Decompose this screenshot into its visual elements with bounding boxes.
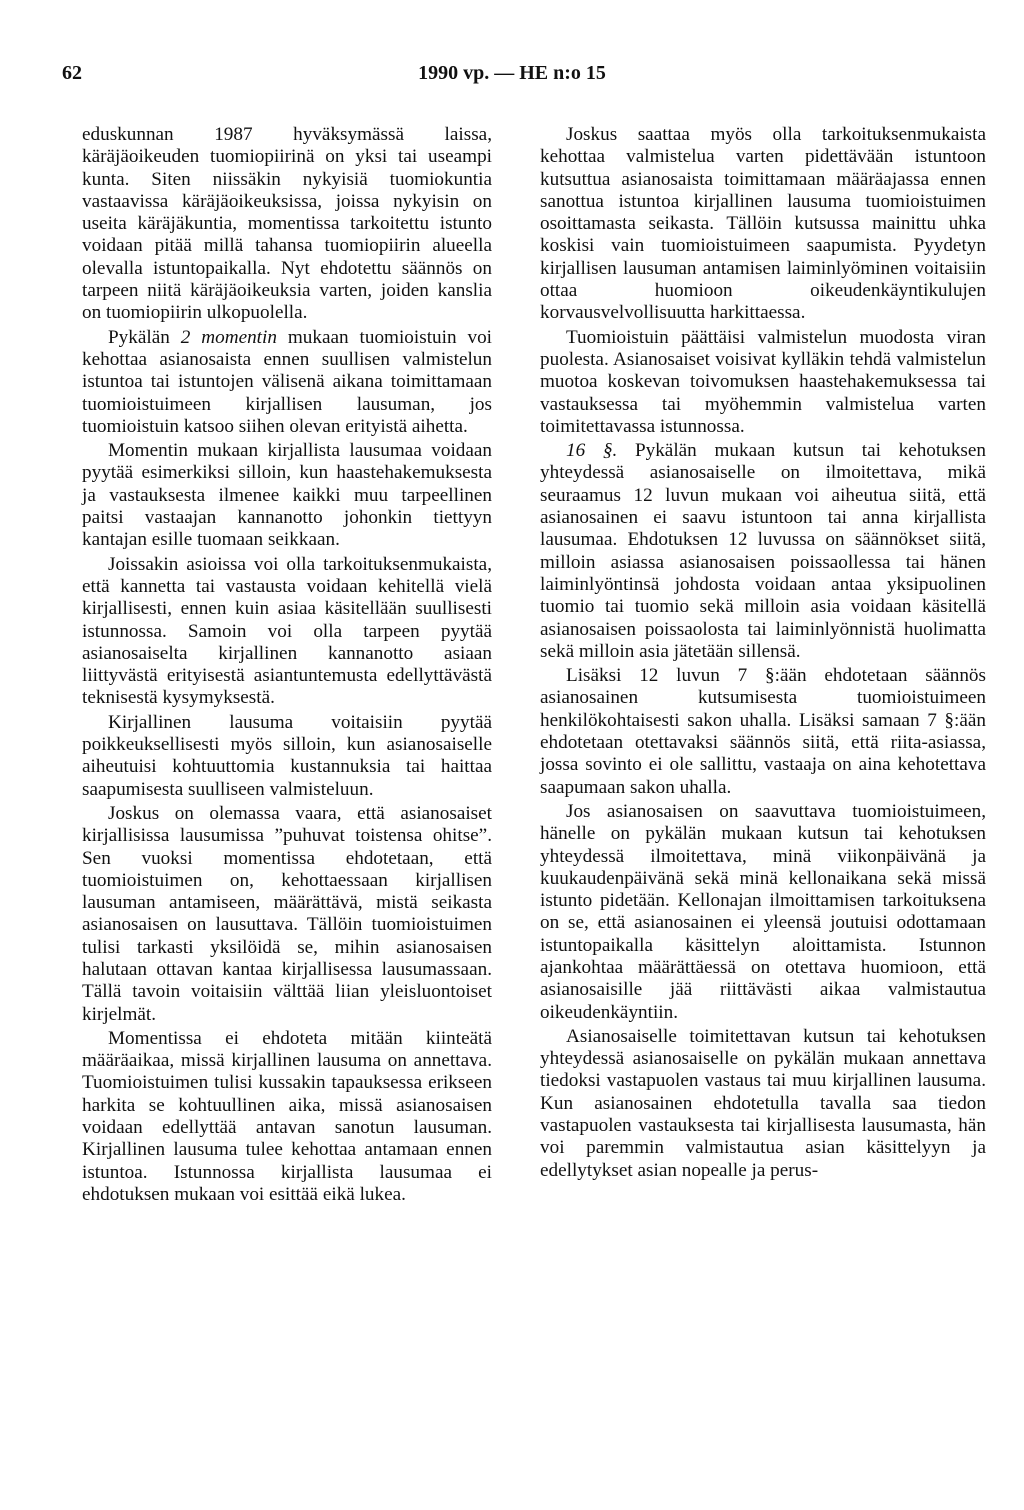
running-head: 1990 vp. — HE n:o 15 — [418, 62, 606, 84]
paragraph: Joskus saattaa myös olla tarkoituksenmukaista kehottaa valmistelua varten pidettävään istuntoon kutsuttua asianosaista toimittamaan määräajassa ennen sanottua istuntoa kirjallinen lausuma tuomioistuimen osoittamasta seikasta. Tällöin kutsussa mainittu uhka koskisi vain tuomioistuimeen saapumista. Pyydetyn kirjallisen lausuman antamisen laiminlyöminen voitaisiin ottaa huomioon oikeudenkäyntikulujen korvausvelvollisuutta harkittaessa. — [540, 124, 986, 324]
paragraph: Joskus on olemassa vaara, että asianosaiset kirjallisissa lausumissa ”puhuvat toistensa ohitse”. Sen vuoksi momentissa ehdotetaan, että tuomioistuimen on, kehottaessaan kirjallisen lausuman antamiseen, määrättävä, mistä seikasta asianosaisen on lausuttava. Tällöin tuomioistuimen tulisi tarkasti yksilöidä se, mihin asianosaisen halutaan ottavan kantaa kirjallisessa lausumassaan. Tällä tavoin voitaisiin välttää liian yleisluontoiset kirjelmät. — [82, 802, 492, 1025]
paragraph — [82, 327, 492, 438]
paragraph: Kirjallinen lausuma voitaisiin pyytää poikkeuksellisesti myös silloin, kun asianosaiselle aiheutuisi kohtuuttomia kustannuksia tai haittaa saapumisesta suulliseen valmisteluun. — [82, 711, 492, 800]
paragraph: Jos asianosaisen on saavuttava tuomioistuimeen, hänelle on pykälän mukaan kutsun tai kehotuksen yhteydessä ilmoitettava, minä viikonpäivänä ja kuukaudenpäivänä sekä minä kellonaikana sekä missä istunto pidetään. Kellonajan ilmoittamisen tarkoituksena on se, että asianosainen ei yleensä joutuisi odottamaan istuntopaikalla käsittelyn aloittamista. Istunnon ajankohtaa määrättäessä on otettava huomioon, että asianosaisille jää riittävästi aikaa valmistautua oikeudenkäyntiin. — [540, 800, 986, 1023]
page-number: 62 — [62, 62, 82, 84]
paragraph-text: Pykälän — [108, 326, 181, 348]
paragraph: Asianosaiselle toimitettavan kutsun tai kehotuksen yhteydessä asianosaiselle on pykälän mukaan annettava tiedoksi vastapuolen vastaus tai muu kirjallinen lausuma. Kun asianosainen ehdotetulla tavalla saa tiedon vastapuolen vastauksesta tai kirjallisesta lausumasta, hän voi paremmin valmistautua asian käsittelyyn ja edellytykset asian nopealle ja perus- — [540, 1025, 986, 1181]
emphasis: 2 momentin — [180, 326, 277, 348]
paragraph: Momentin mukaan kirjallista lausumaa voidaan pyytää esimerkiksi silloin, kun haastehakemuksesta ja vastauksesta ilmenee kaikki muu tarpeellinen paitsi vastaajan kannanotto johonkin tiettyyn kantajan esille tuomaan seikkaan. — [82, 440, 492, 551]
page-header — [0, 62, 1024, 92]
left-column — [82, 124, 492, 1208]
paragraph — [540, 440, 986, 663]
paragraph: Joissakin asioissa voi olla tarkoituksenmukaista, että kannetta tai vastausta voidaan kehitellä vielä kirjallisesti, ennen kuin asiaa käsitellään suullisesti istunnossa. Samoin voi olla tarpeen pyytää asianosaiselta kirjallinen kannanotto asiaan liittyvästä erityisestä asiantuntemusta edellyttävästä teknisestä kysymyksestä. — [82, 553, 492, 709]
paragraph-text: mukaan tuomioistuin voi kehottaa asianosaista ennen suullisen valmistelun istuntoa tai istuntojen välisenä aikana toimittamaan tuomioistuimeen kirjallisen lausuman, jos tuomioistuin katsoo siihen olevan erityistä aihetta. — [82, 326, 492, 437]
paragraph: Lisäksi 12 luvun 7 §:ään ehdotetaan säännös asianosainen kutsumisesta tuomioistuimeen henkilökohtaisesti sakon uhalla. Lisäksi samaan 7 §:ään ehdotetaan otettavaksi säännös siitä, että riita-asiassa, jossa sovinto ei ole sallittu, vastaaja on aina kehotettava saapumaan sakon uhalla. — [540, 665, 986, 798]
section-reference: 16 §. — [566, 440, 618, 462]
paragraph-text: Pykälän mukaan kutsun tai kehotuksen yhteydessä asianosaiselle on ilmoitettava, mikä seuraamus 12 luvun mukaan voi aiheutua siitä, että asianosainen ei saavu istuntoon tai anna kirjallista lausumaa. Ehdotuksen 12 luvussa on säännökset siitä, milloin asiassa asianosaisen poissaollessa tai hänen laiminlyöntinsä johdosta voidaan antaa yksipuolinen tuomio tai tuomio sekä milloin asia voidaan käsitellä asianosaisen poissaolosta tai laiminlyönnistä huolimatta sekä milloin asia jätetään sillensä. — [540, 440, 986, 662]
paragraph: Tuomioistuin päättäisi valmistelun muodosta viran puolesta. Asianosaiset voisivat kylläkin tehdä valmistelun muotoa koskevan toivomuksen haastehakemuksessa tai vastauksessa tai myöhemmin valmistelua varten toimitettavassa istunnossa. — [540, 326, 986, 437]
right-column — [540, 124, 986, 1184]
paragraph: Momentissa ei ehdoteta mitään kiinteätä määräaikaa, missä kirjallinen lausuma on annettava. Tuomioistuimen tulisi kussakin tapauksessa erikseen harkita se kohtuullinen aika, missä asianosaisen voidaan edellyttää antavan sanotun lausuman. Kirjallinen lausuma tulee kehottaa antamaan ennen istuntoa. Istunnossa kirjallista lausumaa ei ehdotuksen mukaan voi esittää eikä lukea. — [82, 1027, 492, 1205]
paragraph: eduskunnan 1987 hyväksymässä laissa, käräjäoikeuden tuomiopiirinä on yksi tai useampi kunta. Siten niissäkin nykyisiä tuomiokuntia vastaavissa käräjäoikeuksissa, joissa nykyisin on useita käräjäkuntia, momentissa tarkoitettu istunto voidaan pitää millä tahansa tuomiopiirin alueella olevalla istuntopaikalla. Nyt ehdotettu säännös on tarpeen niitä käräjäoikeuksia varten, joiden kanslia on tuomiopiirin ulkopuolella. — [82, 124, 492, 324]
